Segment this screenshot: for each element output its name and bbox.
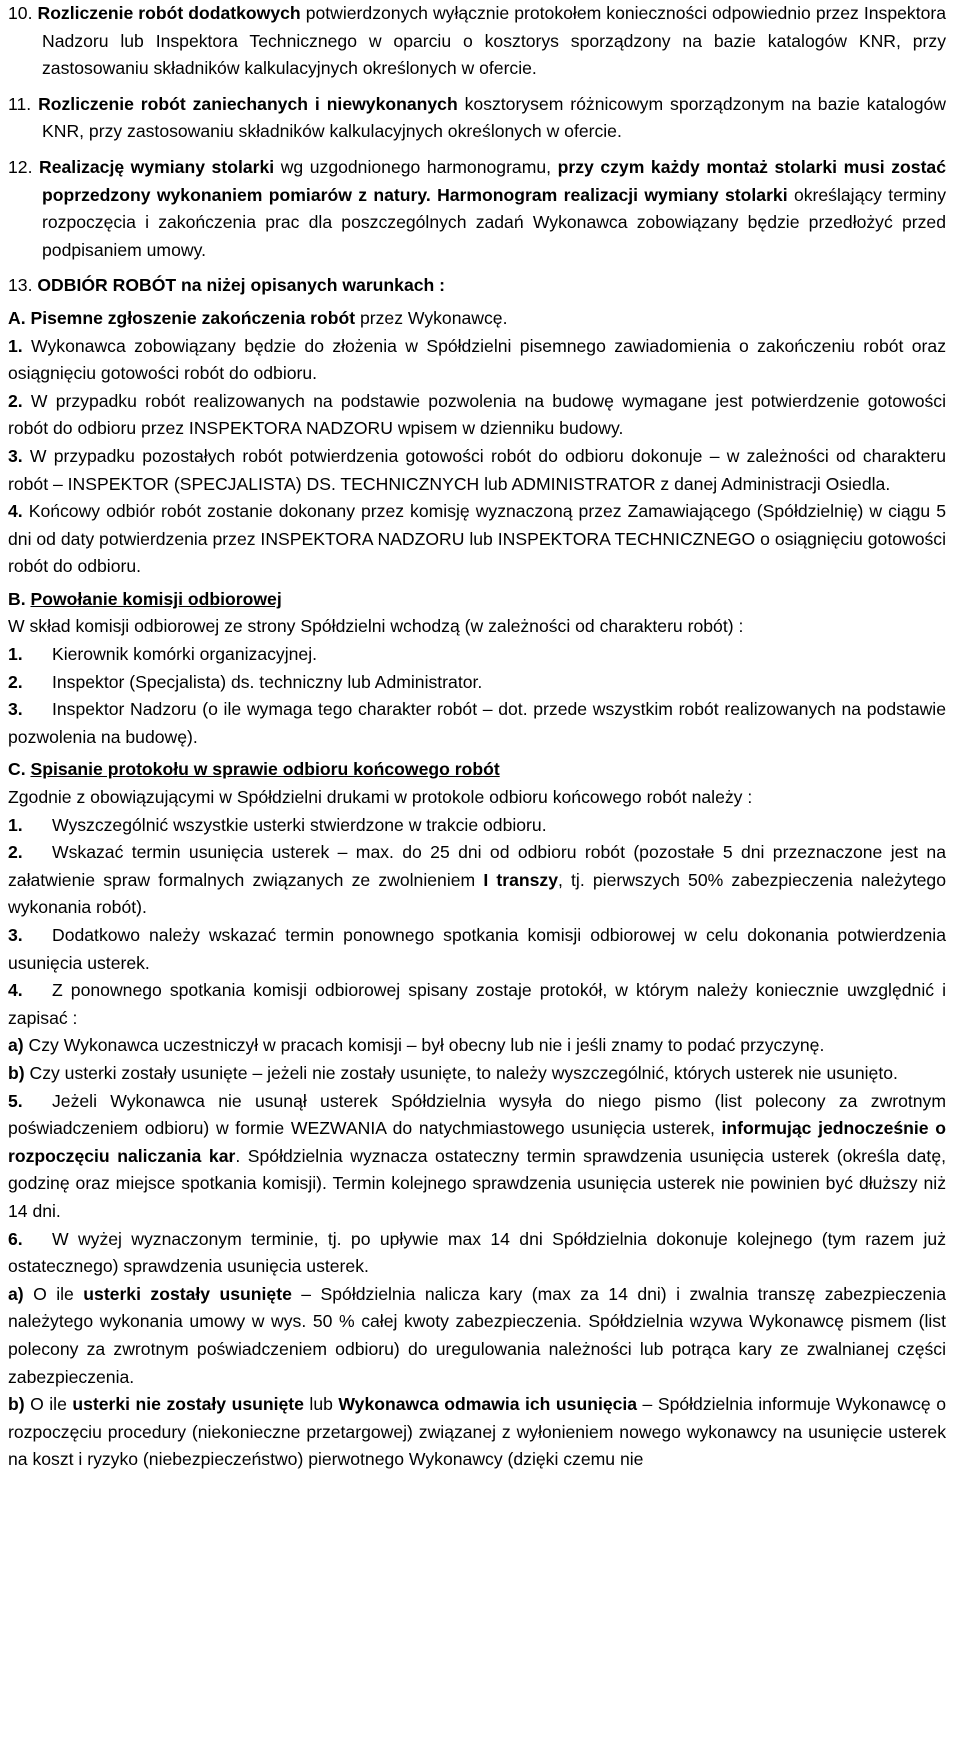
section-11 bbox=[8, 91, 946, 146]
a-item-3 bbox=[8, 443, 946, 498]
c-item-3-number: 3. bbox=[8, 925, 23, 945]
c-item-6-a-emphasis: usterki zostały usunięte bbox=[83, 1283, 292, 1304]
c-item-3-text: Dodatkowo należy wskazać termin ponownego spotkania komisji odbiorowej w celu dokonania potwierdzenia usunięcia usterek. bbox=[8, 925, 946, 973]
c-item-6-b-text-1: O ile bbox=[24, 1394, 73, 1415]
subsection-a-title: Pisemne zgłoszenie zakończenia robót bbox=[30, 307, 356, 328]
c-item-5 bbox=[8, 1088, 946, 1226]
c-item-5-emphasis: informując jednocześnie o rozpoczęciu naliczania kar bbox=[8, 1118, 946, 1166]
c-item-6-text: W wyżej wyznaczonym terminie, tj. po upływie max 14 dni Spółdzielnia dokonuje kolejnego (tym razem już ostatecznego) sprawdzenia usunięcia usterek. bbox=[8, 1228, 946, 1277]
section-10 bbox=[8, 0, 946, 83]
a-item-4-text: Końcowy odbiór robót zostanie dokonany przez komisję wyznaczoną przez Zamawiającego (Spółdzielnię) w ciągu 5 dni od daty potwierdzenia przez INSPEKTORA NADZORU lub INSPEKTORA TECHNICZNEGO o osiągnięciu gotowości robót do odbioru. bbox=[8, 501, 946, 577]
c-item-1-text: Wyszczególnić wszystkie usterki stwierdzone w trakcie odbioru. bbox=[52, 814, 547, 835]
c-item-6 bbox=[8, 1226, 946, 1281]
section-13-heading bbox=[8, 272, 946, 300]
section-12-text-2: określający terminy rozpoczęcia i zakończenia prac dla poszczególnych zadań Wykonawca zobowiązany będzie przedłożyć przed podpisaniem umowy. bbox=[42, 184, 946, 260]
c-item-5-text-2: . Spółdzielnia wyznacza ostateczny termin sprawdzenia usunięcia usterek (określa datę, godzinę oraz miejsce spotkania komisji). Termin kolejnego sprawdzenia usunięcia usterek nie powinien być dłuższy niż 14 dni. bbox=[8, 1145, 946, 1221]
section-13-title: ODBIÓR ROBÓT na niżej opisanych warunkach : bbox=[37, 275, 446, 296]
b-item-3 bbox=[8, 696, 946, 751]
c-item-2-number: 2. bbox=[8, 842, 23, 863]
c-item-6-a-text-2: – Spółdzielnia nalicza kary (max za 14 dni) i zwalnia transzę zabezpieczenia należytego wykonania umowy w wys. 50 % całej kwoty zabezpieczenia. Spółdzielnia wzywa Wykonawcę pismem (list polecony za zwrotnym poświadczeniem odbioru) do uregulowania należności lub potrąca kary ze zwalnianej części zabezpieczenia. bbox=[8, 1283, 946, 1387]
a-item-1-text: Wykonawca zobowiązany będzie do złożenia w Spółdzielni pisemnego zawiadomienia o zakończeniu robót oraz osiągnięciu gotowości robót do odbioru. bbox=[8, 335, 946, 384]
c-item-6-b-label: b) bbox=[8, 1394, 25, 1415]
b-item-2-number: 2. bbox=[8, 671, 23, 692]
subsection-a-title-rest: przez Wykonawcę. bbox=[355, 307, 508, 328]
a-item-2 bbox=[8, 388, 946, 443]
section-12-title: Realizację wymiany stolarki bbox=[39, 156, 275, 177]
b-item-1-number: 1. bbox=[8, 644, 23, 665]
c-item-6-b-text-2: lub bbox=[303, 1394, 339, 1415]
section-11-text: kosztorysem różnicowym sporządzonym na bazie katalogów KNR, przy zastosowaniu składników kalkulacyjnych określonych w ofercie. bbox=[42, 93, 946, 142]
subsection-a-label: A. bbox=[8, 307, 26, 328]
c-item-2-text-1: Wskazać termin usunięcia usterek – max. do 25 dni od odbioru robót (pozostałe 5 dni przeznaczone jest na załatwienie spraw formalnych związanych ze zwolnieniem bbox=[8, 842, 946, 890]
c-item-1-number: 1. bbox=[8, 814, 23, 835]
section-11-title: Rozliczenie robót zaniechanych i niewykonanych bbox=[38, 93, 458, 114]
c-item-6-a-label: a) bbox=[8, 1283, 24, 1304]
a-item-1-number: 1. bbox=[8, 335, 23, 356]
section-12-number: 12. bbox=[8, 156, 33, 177]
subsection-b-title: Powołanie komisji odbiorowej bbox=[30, 588, 282, 609]
b-item-3-number: 3. bbox=[8, 699, 23, 720]
a-item-1 bbox=[8, 333, 946, 388]
c-item-4-b-label: b) bbox=[8, 1062, 25, 1083]
c-item-6-number: 6. bbox=[8, 1228, 23, 1249]
section-10-text: potwierdzonych wyłącznie protokołem konieczności odpowiednio przez Inspektora Nadzoru lub Inspektora Technicznego w oparciu o kosztorys sporządzony na bazie katalogów KNR, przy zastosowaniu składników kalkulacyjnych określonych w ofercie. bbox=[42, 3, 947, 79]
c-item-4-b bbox=[8, 1060, 946, 1088]
c-item-6-a-text-1: O ile bbox=[23, 1283, 84, 1304]
c-item-6-b-emphasis-2: Wykonawca odmawia ich usunięcia bbox=[338, 1394, 638, 1415]
b-item-3-text: Inspektor Nadzoru (o ile wymaga tego charakter robót – dot. przede wszystkim robót realizowanych na podstawie pozwolenia na budowę). bbox=[8, 699, 946, 747]
subsection-c-intro: Zgodnie z obowiązującymi w Spółdzielni drukami w protokole odbioru końcowego robót należy : bbox=[8, 787, 753, 808]
subsection-c-title: Spisanie protokołu w sprawie odbioru końcowego robót bbox=[30, 759, 500, 780]
subsection-b-heading bbox=[8, 586, 946, 614]
a-item-2-text: W przypadku robót realizowanych na podstawie pozwolenia na budowę wymagane jest potwierdzenie gotowości robót do odbioru przez INSPEKTORA NADZORU wpisem w dzienniku budowy. bbox=[8, 390, 946, 439]
b-item-1-text: Kierownik komórki organizacyjnej. bbox=[52, 644, 317, 665]
section-10-title: Rozliczenie robót dodatkowych bbox=[37, 3, 301, 23]
c-item-2-text-2: , tj. pierwszych 50% zabezpieczenia należytego wykonania robót). bbox=[8, 869, 946, 918]
a-item-3-number: 3. bbox=[8, 445, 23, 466]
section-12-text-1: wg uzgodnionego harmonogramu, bbox=[274, 156, 558, 177]
c-item-5-number: 5. bbox=[8, 1090, 23, 1111]
c-item-4-text: Z ponownego spotkania komisji odbiorowej spisany zostaje protokół, w którym należy koniecznie uwzględnić i zapisać : bbox=[8, 980, 946, 1028]
a-item-4 bbox=[8, 498, 946, 581]
c-item-6-b-text-3: – Spółdzielnia informuje Wykonawcę o rozpoczęciu procedury (niekonieczne przetargowej) związanej z wyłonieniem nowego wykonawcy na usunięcie usterek na koszt i ryzyko (niebezpieczeństwo) pierwotnego Wykonawcy (dzięki czemu nie bbox=[8, 1394, 946, 1470]
a-item-2-number: 2. bbox=[8, 390, 23, 411]
b-item-2 bbox=[8, 669, 946, 697]
b-item-1 bbox=[8, 641, 946, 669]
c-item-4-a-label: a) bbox=[8, 1035, 24, 1056]
c-item-3 bbox=[8, 922, 946, 977]
c-item-6-a bbox=[8, 1281, 946, 1391]
c-item-2-emphasis: I transzy bbox=[483, 869, 558, 890]
section-10-number: 10. bbox=[8, 3, 33, 23]
c-item-4-a bbox=[8, 1032, 946, 1060]
c-item-1 bbox=[8, 812, 946, 840]
b-item-2-text: Inspektor (Specjalista) ds. techniczny lub Administrator. bbox=[52, 671, 483, 692]
subsection-c-label: C. bbox=[8, 759, 26, 780]
subsection-b-intro: W skład komisji odbiorowej ze strony Spółdzielni wchodzą (w zależności od charakteru robót) : bbox=[8, 616, 744, 637]
a-item-4-number: 4. bbox=[8, 501, 23, 522]
section-11-number: 11. bbox=[8, 93, 32, 114]
subsection-c-heading bbox=[8, 756, 946, 784]
section-12-emphasis: przy czym każdy montaż stolarki musi zostać poprzedzony wykonaniem pomiarów z natury. Harmonogram realizacji wymiany stolarki bbox=[42, 156, 946, 205]
subsection-b-label: B. bbox=[8, 588, 26, 609]
c-item-2 bbox=[8, 839, 946, 922]
c-item-6-b-emphasis-1: usterki nie zostały usunięte bbox=[72, 1394, 304, 1415]
c-item-5-text-1: Jeżeli Wykonawca nie usunął usterek Spółdzielnia wysyła do niego pismo (list polecony za zwrotnym poświadczeniem odbioru) w formie WEZWANIA do natychmiastowego usunięcia usterek, bbox=[8, 1090, 946, 1139]
a-item-3-text: W przypadku pozostałych robót potwierdzenia gotowości robót do odbioru dokonuje – w zależności od charakteru robót – INSPEKTOR (SPECJALISTA) DS. TECHNICZNYCH lub ADMINISTRATOR z danej Administracji Osiedla. bbox=[8, 445, 946, 494]
subsection-a-heading bbox=[8, 305, 946, 333]
c-item-4-number: 4. bbox=[8, 980, 23, 1001]
c-item-6-b bbox=[8, 1391, 946, 1474]
c-item-4 bbox=[8, 977, 946, 1032]
c-item-4-b-text: Czy usterki zostały usunięte – jeżeli nie zostały usunięte, to należy wyszczególnić, których usterek nie usunięto. bbox=[24, 1062, 898, 1083]
section-12 bbox=[8, 154, 946, 264]
c-item-4-a-text: Czy Wykonawca uczestniczył w pracach komisji – był obecny lub nie i jeśli znamy to podać przyczynę. bbox=[23, 1035, 825, 1056]
section-13-number: 13. bbox=[8, 275, 33, 296]
